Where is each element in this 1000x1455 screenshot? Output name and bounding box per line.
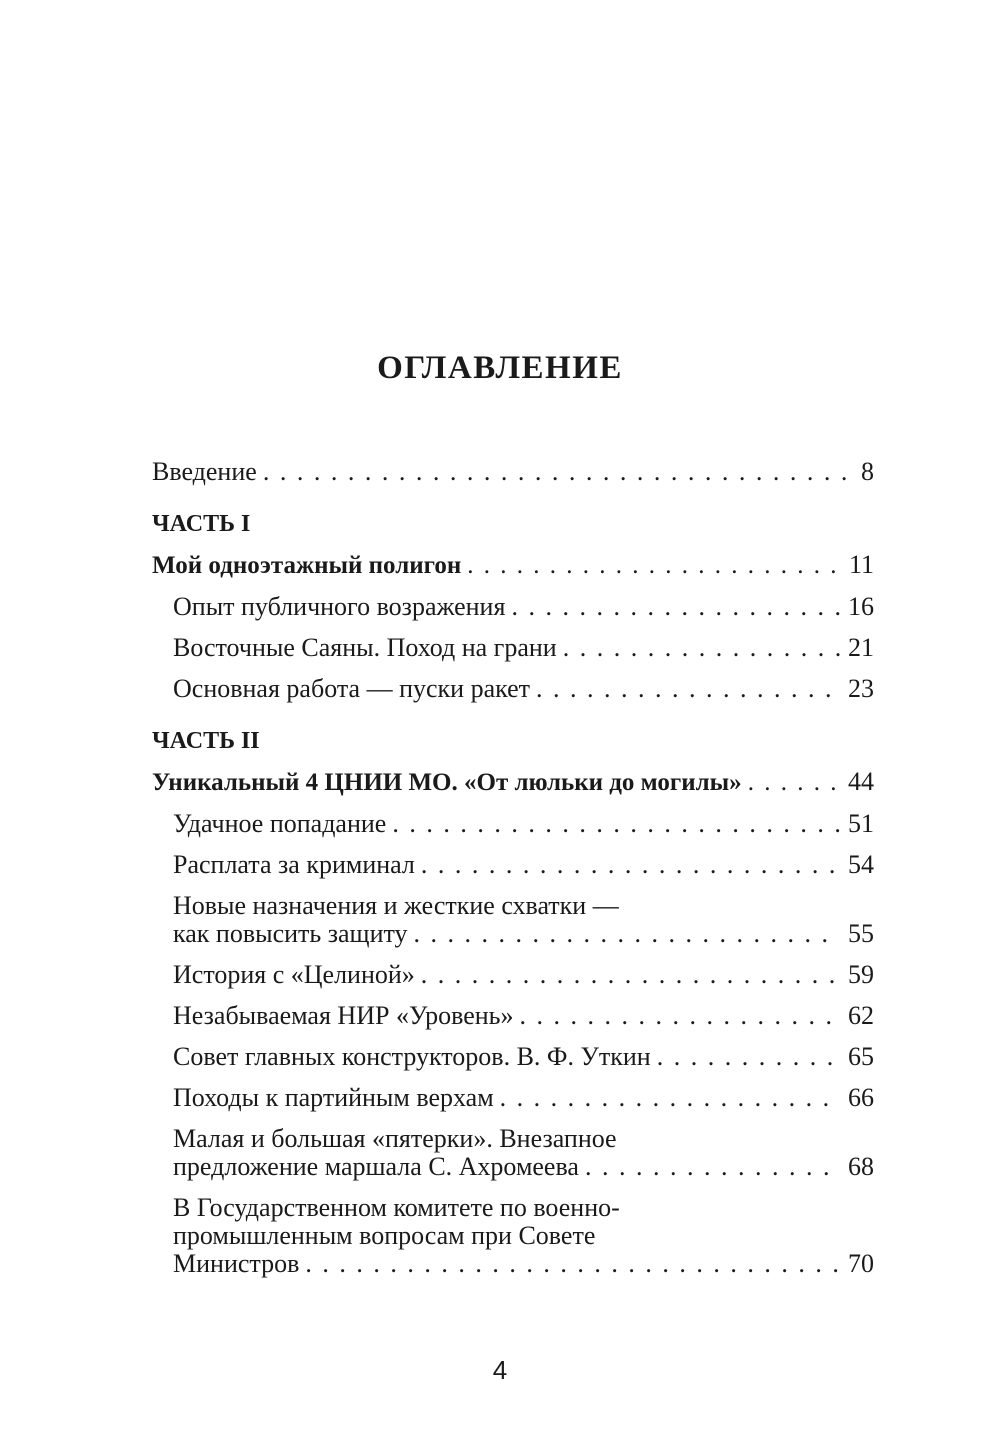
dot-leader xyxy=(748,769,840,797)
toc-entry-page: 66 xyxy=(848,1083,874,1112)
dot-leader xyxy=(563,634,840,662)
toc-entry-label: Незабываемая НИР «Уровень» xyxy=(173,1001,514,1030)
dot-leader xyxy=(657,1043,840,1071)
dot-leader xyxy=(585,1153,840,1181)
toc-entry-label: Опыт публичного возражения xyxy=(173,592,506,621)
toc-entry-label: Мой одноэтажный полигон xyxy=(152,552,462,579)
toc-entry-label: Министров xyxy=(173,1249,300,1278)
toc-entry[interactable] xyxy=(152,675,874,703)
toc-entry-intro[interactable] xyxy=(152,458,874,486)
toc-entry-label: Походы к партийным верхам xyxy=(173,1083,494,1112)
toc-entry-label: как повысить защиту xyxy=(173,919,408,948)
toc-entry-page: 21 xyxy=(848,633,874,662)
toc-entry-page: 68 xyxy=(848,1152,874,1181)
table-of-contents xyxy=(152,458,874,1278)
dot-leader xyxy=(536,675,840,703)
toc-entry-page: 62 xyxy=(848,1001,874,1030)
toc-entry[interactable] xyxy=(152,1043,874,1071)
toc-entry-multiline[interactable] xyxy=(152,1125,874,1181)
dot-leader xyxy=(392,810,840,838)
toc-entry[interactable] xyxy=(152,1002,874,1030)
toc-entry-page: 55 xyxy=(848,919,874,948)
dot-leader xyxy=(467,552,841,580)
toc-entry-label-line: Малая и большая «пятерки». Внезапное xyxy=(173,1124,617,1153)
toc-entry-label: Восточные Саяны. Поход на грани xyxy=(173,633,557,662)
toc-entry-label: Уникальный 4 ЦНИИ МО. «От люльки до могилы» xyxy=(152,769,742,796)
toc-entry-page: 11 xyxy=(848,550,874,579)
toc-entry-label: Удачное попадание xyxy=(173,809,387,838)
dot-leader xyxy=(511,593,840,621)
toc-entry-page: 54 xyxy=(848,850,874,879)
toc-entry-label-line: промышленным вопросам при Совете xyxy=(173,1221,596,1250)
toc-entry-page: 59 xyxy=(848,960,874,989)
dot-leader xyxy=(421,851,840,879)
part-label: ЧАСТЬ II xyxy=(152,728,260,754)
toc-entry-page: 44 xyxy=(848,767,874,796)
toc-entry[interactable] xyxy=(152,810,874,838)
toc-entry[interactable] xyxy=(152,961,874,989)
toc-entry[interactable] xyxy=(152,1084,874,1112)
toc-entry-page: 65 xyxy=(848,1042,874,1071)
dot-leader xyxy=(414,920,840,948)
toc-entry-label: Введение xyxy=(152,457,257,486)
toc-entry-page: 23 xyxy=(848,674,874,703)
toc-entry[interactable] xyxy=(152,851,874,879)
toc-entry-label-line: В Государственном комитете по военно- xyxy=(173,1193,620,1222)
toc-entry[interactable] xyxy=(152,634,874,662)
toc-entry-label: История с «Целиной» xyxy=(173,960,415,989)
toc-part-heading[interactable] xyxy=(152,768,874,797)
part-label: ЧАСТЬ I xyxy=(152,511,251,537)
page-number: 4 xyxy=(492,1355,508,1385)
toc-entry-label: Основная работа — пуски ракет xyxy=(173,674,530,703)
toc-part-heading[interactable] xyxy=(152,551,874,580)
toc-entry-label: Совет главных конструкторов. В. Ф. Уткин xyxy=(173,1042,651,1071)
page-title: ОГЛАВЛЕНИЕ xyxy=(377,350,623,386)
dot-leader xyxy=(305,1250,840,1278)
toc-entry-label: Расплата за криминал xyxy=(173,850,415,879)
toc-entry-label: предложение маршала С. Ахромеева xyxy=(173,1152,579,1181)
toc-entry-page: 16 xyxy=(848,592,874,621)
toc-entry-page: 8 xyxy=(861,457,874,486)
toc-entry[interactable] xyxy=(152,593,874,621)
dot-leader xyxy=(500,1084,840,1112)
toc-entry-label-line: Новые назначения и жесткие схватки — xyxy=(173,891,619,920)
dot-leader xyxy=(421,961,840,989)
dot-leader xyxy=(520,1002,840,1030)
toc-entry-page: 51 xyxy=(848,809,874,838)
toc-entry-page: 70 xyxy=(848,1249,874,1278)
toc-entry-multiline[interactable] xyxy=(152,1194,874,1278)
toc-entry-multiline[interactable] xyxy=(152,892,874,948)
dot-leader xyxy=(263,458,853,486)
